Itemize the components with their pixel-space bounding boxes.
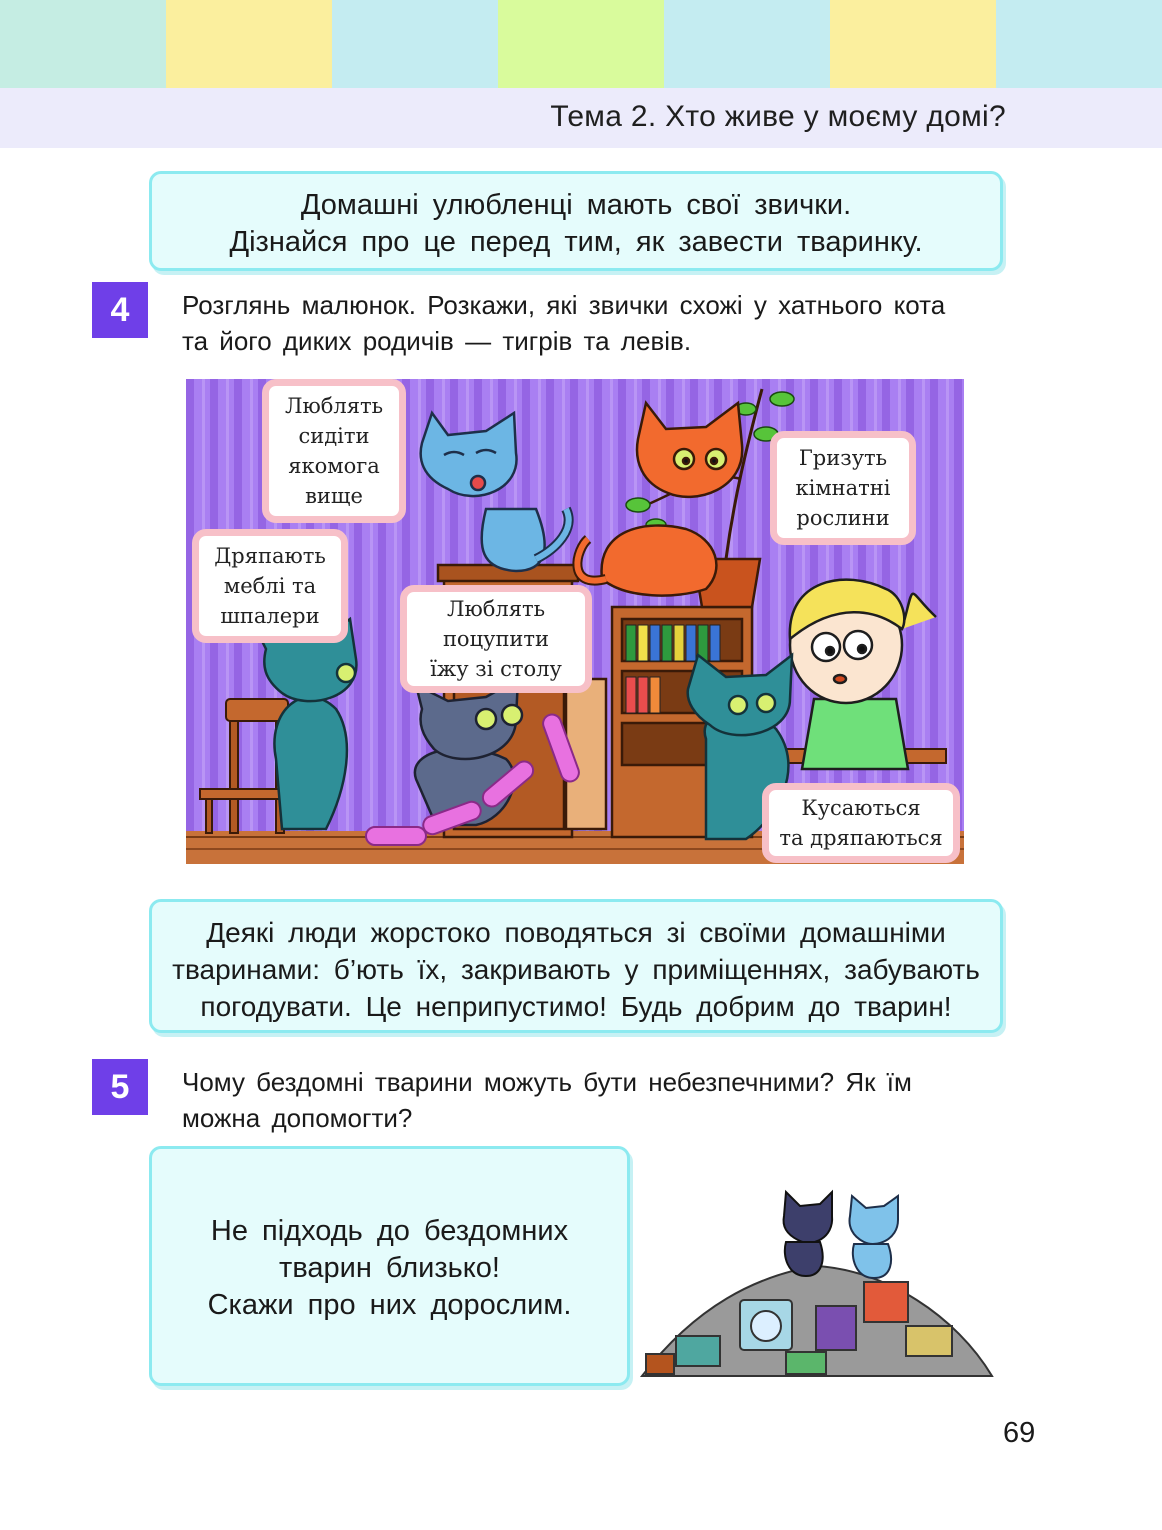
note-line: тваринами: б’ють їх, закривають у приміщеннях, забувають	[172, 954, 980, 985]
task-line: та його диких родичів — тигрів та левів.	[182, 326, 692, 356]
speech-bubble-chew-plants	[770, 431, 916, 545]
bubble-line: Гризуть	[798, 446, 888, 470]
task-line: Розглянь малюнок. Розкажи, які звички схожі у хатнього кота	[182, 290, 946, 320]
header-color-stripes	[0, 0, 1162, 88]
note-line: погодувати. Це неприпустимо! Будь добрим до тварин!	[200, 991, 952, 1022]
bubble-line: сидіти	[298, 424, 370, 448]
bubble-line: рослини	[796, 506, 890, 530]
bubble-line: Кусаються	[801, 796, 921, 820]
stripe	[166, 0, 332, 88]
note-line: Скажи про них дорослим.	[207, 1289, 572, 1321]
note-stray-animals-advice	[149, 1146, 630, 1386]
bubble-line: Люблять	[446, 597, 546, 621]
stray-cats-on-trash-illustration	[636, 1186, 998, 1390]
note-line: Деякі люди жорстоко поводяться зі своїми домашніми	[206, 917, 946, 948]
task-line: можна допомогти?	[182, 1103, 413, 1133]
stripe	[498, 0, 664, 88]
note-line: Домашні улюбленці мають свої звички.	[300, 189, 852, 221]
task-number-badge: 4	[92, 282, 148, 338]
speech-bubble-bite-scratch	[762, 783, 960, 863]
bubble-line: та дряпаються	[779, 826, 943, 850]
bubble-line: якомога	[288, 454, 380, 478]
note-animal-cruelty	[149, 899, 1003, 1033]
stripe	[332, 0, 498, 88]
bubble-line: їжу зі столу	[430, 657, 562, 681]
bubble-line: меблі та	[223, 574, 317, 598]
speech-bubble-scratch-furniture	[192, 529, 348, 643]
task-4-text	[182, 287, 1004, 359]
speech-bubble-steal-food	[400, 585, 592, 693]
note-line: Дізнайся про це перед тим, як завести тваринку.	[229, 226, 923, 258]
task-5-text	[182, 1064, 1004, 1136]
stripe	[664, 0, 830, 88]
bubble-line: поцупити	[442, 627, 550, 651]
page-number: 69	[1003, 1417, 1036, 1449]
trash-pile	[636, 1186, 998, 1390]
topic-title: Тема 2. Хто живе у моєму домі?	[550, 100, 1006, 133]
bubble-line: кімнатні	[795, 476, 891, 500]
note-line: Не підходь до бездомних	[210, 1215, 569, 1247]
stripe	[830, 0, 996, 88]
bubble-line: Люблять	[284, 394, 384, 418]
cats-habits-illustration	[186, 379, 964, 864]
stripe	[0, 0, 166, 88]
note-line: тварин близько!	[279, 1252, 500, 1284]
task-number-badge: 5	[92, 1059, 148, 1115]
bubble-line: вище	[305, 484, 363, 508]
bubble-line: шпалери	[220, 604, 320, 628]
speech-bubble-sit-high	[262, 379, 406, 523]
task-line: Чому бездомні тварини можуть бути небезпечними? Як їм	[182, 1067, 912, 1097]
bubble-line: Дряпають	[214, 544, 326, 568]
note-pet-habits	[149, 171, 1003, 271]
stripe	[996, 0, 1162, 88]
